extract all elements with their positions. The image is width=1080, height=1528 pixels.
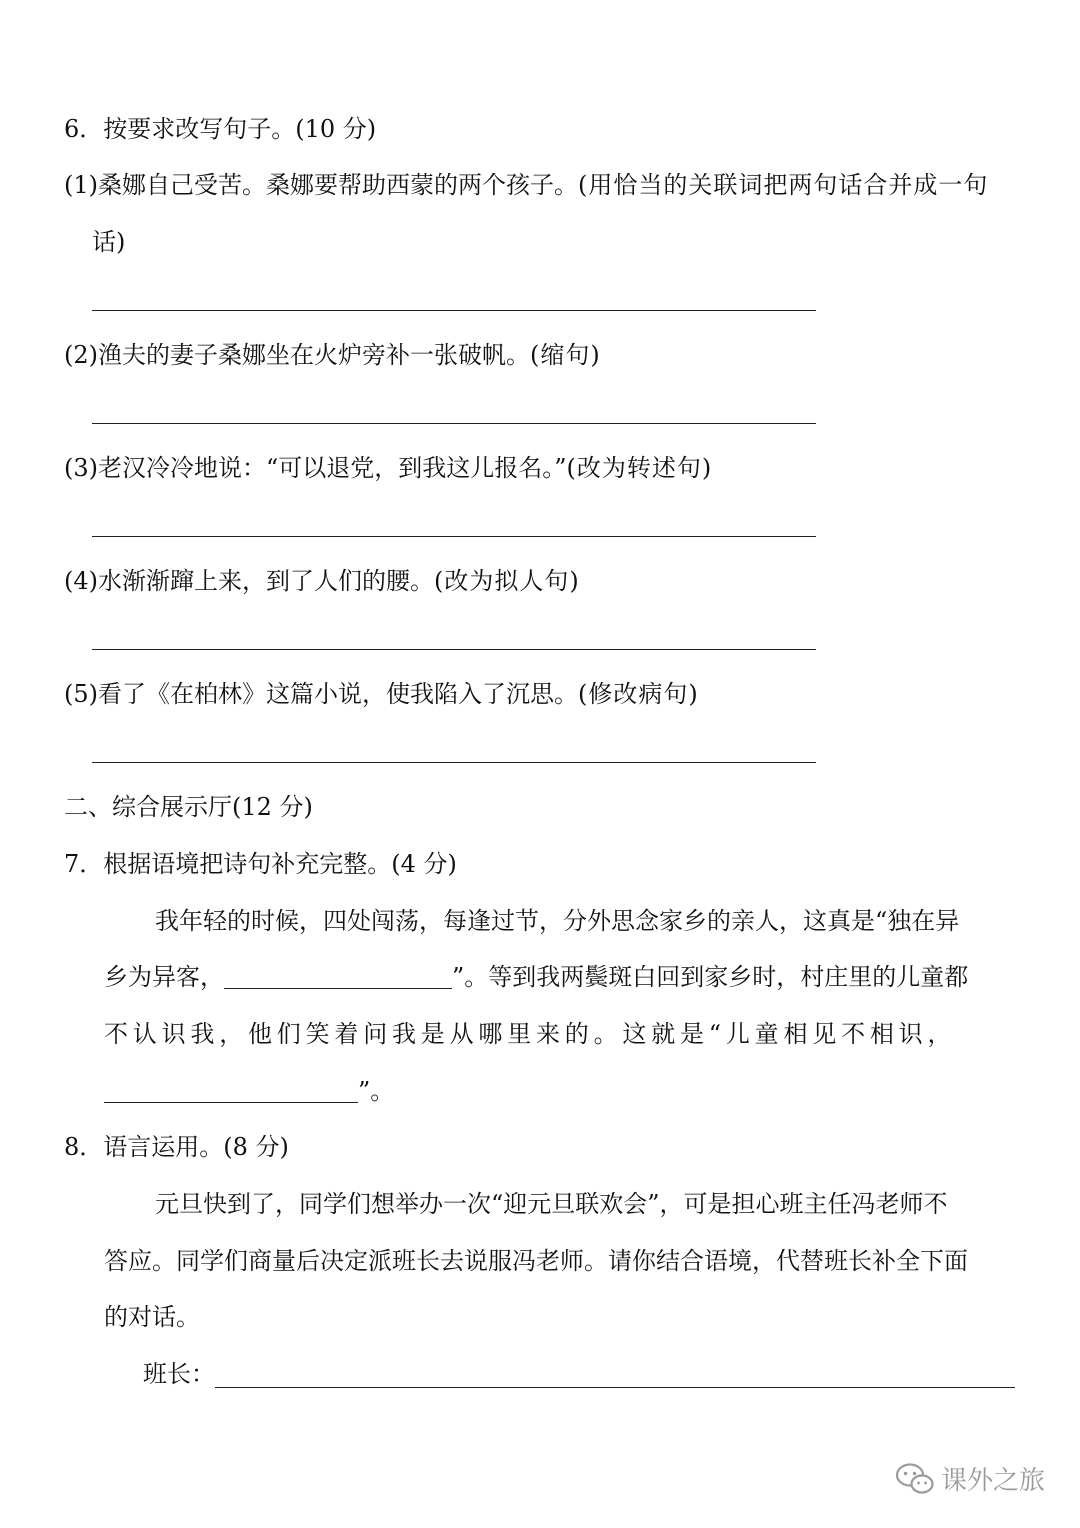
q6-sentence-5 bbox=[64, 679, 699, 709]
q6-s4-answer-line[interactable] bbox=[92, 649, 816, 650]
q7-paragraph-line-4 bbox=[104, 1076, 394, 1106]
q7-paragraph-line-2 bbox=[104, 962, 968, 992]
q6-s2-hint: (缩句) bbox=[530, 341, 601, 369]
q6-sentence-2 bbox=[64, 340, 601, 370]
q7-p2-end: ”。等到我两鬓斑白回到家乡时，村庄里的儿童都 bbox=[452, 963, 969, 991]
q8-paragraph-line-1: 元旦快到了，同学们想举办一次“迎元旦联欢会”，可是担心班主任冯老师不 bbox=[155, 1190, 948, 1218]
q6-s5-hint: (修改病句) bbox=[578, 680, 699, 708]
q7-poem-blank-2[interactable] bbox=[104, 1080, 358, 1103]
q6-s4-text: (4)水渐渐蹿上来，到了人们的腰。 bbox=[64, 567, 434, 595]
q8-dialogue-answer-line[interactable] bbox=[215, 1387, 1015, 1388]
q6-s3-text: (3)老汉冷冷地说：“可以退党，到我这儿报名。” bbox=[64, 454, 567, 482]
section-2-title: 二、综合展示厅(12 分) bbox=[64, 793, 313, 821]
q7-paragraph-line-1: 我年轻的时候，四处闯荡，每逢过节，分外思念家乡的亲人，这真是“独在异 bbox=[155, 907, 960, 935]
question-8-title: 8．语言运用。(8 分) bbox=[64, 1133, 289, 1161]
q6-sentence-4 bbox=[64, 566, 580, 596]
q7-p2-start: 乡为异客， bbox=[104, 963, 224, 991]
q6-sentence-1 bbox=[64, 170, 988, 200]
q6-s3-answer-line[interactable] bbox=[92, 536, 816, 537]
question-7-title: 7．根据语境把诗句补充完整。(4 分) bbox=[64, 850, 457, 878]
wechat-icon bbox=[895, 1462, 935, 1496]
q6-s2-answer-line[interactable] bbox=[92, 423, 816, 424]
q6-s1-hint-continued: 话) bbox=[92, 228, 126, 256]
q8-speaker-label: 班长： bbox=[143, 1360, 215, 1388]
watermark bbox=[895, 1460, 1045, 1497]
q6-s1-text: (1)桑娜自己受苦。桑娜要帮助西蒙的两个孩子。 bbox=[64, 171, 578, 199]
q7-paragraph-line-3: 不认识我，他们笑着问我是从哪里来的。这就是“儿童相见不相识， bbox=[104, 1020, 957, 1048]
q6-sentence-3 bbox=[64, 453, 712, 483]
q6-s4-hint: (改为拟人句) bbox=[434, 567, 580, 595]
q6-s1-hint: (用恰当的关联词把两句话合并成一句 bbox=[578, 171, 989, 199]
q6-s5-text: (5)看了《在柏林》这篇小说，使我陷入了沉思。 bbox=[64, 680, 578, 708]
q6-s3-hint: (改为转述句) bbox=[566, 454, 713, 482]
q8-paragraph-line-3: 的对话。 bbox=[104, 1303, 200, 1331]
q7-poem-blank-1[interactable] bbox=[224, 966, 452, 989]
q6-s5-answer-line[interactable] bbox=[92, 762, 816, 763]
watermark-text: 课外之旅 bbox=[941, 1466, 1046, 1496]
q6-s2-text: (2)渔夫的妻子桑娜坐在火炉旁补一张破帆。 bbox=[64, 341, 530, 369]
q7-p4-end: ”。 bbox=[358, 1077, 395, 1105]
q8-paragraph-line-2: 答应。同学们商量后决定派班长去说服冯老师。请你结合语境，代替班长补全下面 bbox=[104, 1247, 968, 1275]
question-6-title: 6．按要求改写句子。(10 分) bbox=[64, 115, 377, 143]
q6-s1-answer-line[interactable] bbox=[92, 310, 816, 311]
